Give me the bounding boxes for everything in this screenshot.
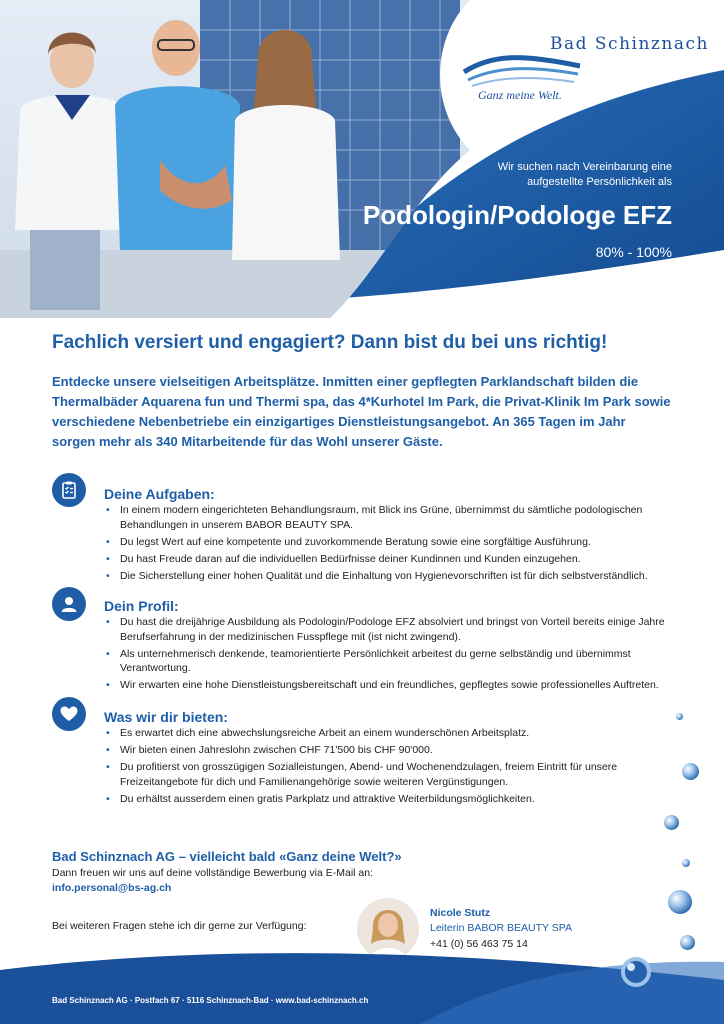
user-profile-icon [52, 587, 86, 621]
section-title-benefits: Was wir dir bieten: [104, 709, 228, 725]
list-item: • Du hast Freude daran auf die individuellen Bedürfnisse deiner Kundinnen und Kunden einzugehen. [104, 552, 694, 567]
list-item: • Du profitierst von grosszügigen Sozialleistungen, Abend- und Wochenendzulagen, freiem Eintritt für unsere Freizeitangebote für dich und Familienangehörige sowie weiteren Vergünstigungen. [104, 760, 664, 789]
page-headline: Fachlich versiert und engagiert? Dann bist du bei uns richtig! [52, 332, 608, 353]
contact-email-link[interactable]: info.personal@bs-ag.ch [52, 882, 172, 894]
brand-tagline: Ganz meine Welt. [478, 88, 562, 102]
benefits-list [104, 726, 664, 809]
hero-intro: Wir suchen nach Vereinbarung eine aufgestellte Persönlichkeit als [497, 161, 672, 188]
list-item: • Es erwartet dich eine abwechslungsreiche Arbeit an einem wunderschönen Arbeitsplatz. [104, 726, 664, 741]
wave-logo-icon [462, 52, 582, 88]
profile-list [104, 615, 694, 695]
section-title-tasks: Deine Aufgaben: [104, 486, 215, 502]
bubble-decoration [664, 815, 679, 830]
list-item: • Du erhältst ausserdem einen gratis Parkplatz und attraktive Weiterbildungsmöglichkeiten. [104, 792, 664, 807]
tasks-list [104, 503, 694, 586]
contact-person-name: Nicole Stutz [430, 907, 491, 919]
contact-person-role: Leiterin BABOR BEAUTY SPA [430, 922, 573, 934]
footer-address: Bad Schinznach AG · Postfach 67 · 5116 Schinznach-Bad · www.bad-schinznach.ch [52, 996, 369, 1005]
list-item: • Wir erwarten eine hohe Dienstleistungsbereitschaft und ein freundliches, gepflegtes sowie professionelles Auftreten. [104, 678, 694, 693]
list-item: • Du legst Wert auf eine kompetente und zuvorkommende Beratung sowie eine sorgfältige Ausführung. [104, 535, 694, 550]
contact-text: Dann freuen wir uns auf deine vollständige Bewerbung via E-Mail an: [52, 867, 374, 879]
list-item: • Du hast die dreijährige Ausbildung als Podologin/Podologe EFZ absolviert und bringst von Vorteil bereits einige Jahre Berufserfahrung in der medizinischen Fusspflege mit (ist nicht zwingend). [104, 615, 694, 644]
brand-logo [462, 22, 709, 112]
hero-banner [0, 0, 724, 318]
list-item: • Als unternehmerisch denkende, teamorientierte Persönlichkeit arbeitest du gerne selbständig und übernimmst Verantwortung. [104, 647, 694, 676]
section-title-profile: Dein Profil: [104, 598, 179, 614]
bubble-decoration [682, 859, 690, 867]
bubble-decoration [676, 713, 683, 720]
bubble-decoration [668, 890, 692, 914]
job-title: Podologin/Podologe EFZ [362, 200, 672, 230]
list-item: • In einem modern eingerichteten Behandlungsraum, mit Blick ins Grüne, übernimmst du sämtliche podologischen Behandlungen in unserem BABOR BEAUTY SPA. [104, 503, 694, 532]
contact-title: Bad Schinznach AG – vielleicht bald «Ganz deine Welt?» [52, 849, 402, 864]
list-item: • Wir bieten einen Jahreslohn zwischen CHF 71'500 bis CHF 90'000. [104, 743, 664, 758]
list-item: • Die Sicherstellung einer hohen Qualität und die Einhaltung von Hygienevorschriften ist für dich selbstverständlich. [104, 569, 694, 584]
brand-name: Bad Schinznach [550, 34, 709, 54]
bubble-decoration [682, 763, 699, 780]
contact-person-phone[interactable]: +41 (0) 56 463 75 14 [430, 938, 528, 950]
job-pensum: 80% - 100% [595, 244, 672, 260]
contact-question: Bei weiteren Fragen stehe ich dir gerne zur Verfügung: [52, 920, 307, 932]
heart-icon [52, 697, 86, 731]
clipboard-checklist-icon [52, 473, 86, 507]
footer-wave [0, 940, 724, 1024]
lead-paragraph: Entdecke unsere vielseitigen Arbeitsplätze. Inmitten einer gepflegten Parklandschaft bilden die Thermalbäder Aquarena fun und Thermi spa, das 4*Kurhotel Im Park, die Privat-Klinik Im Park sowie verschiedene Nebenbetriebe ein einzigartiges Dienstleistungsangebot. An 365 Tagen im Jahr sorgen mehr als 340 Mitarbeitende für das Wohl unserer Gäste. [52, 374, 671, 449]
